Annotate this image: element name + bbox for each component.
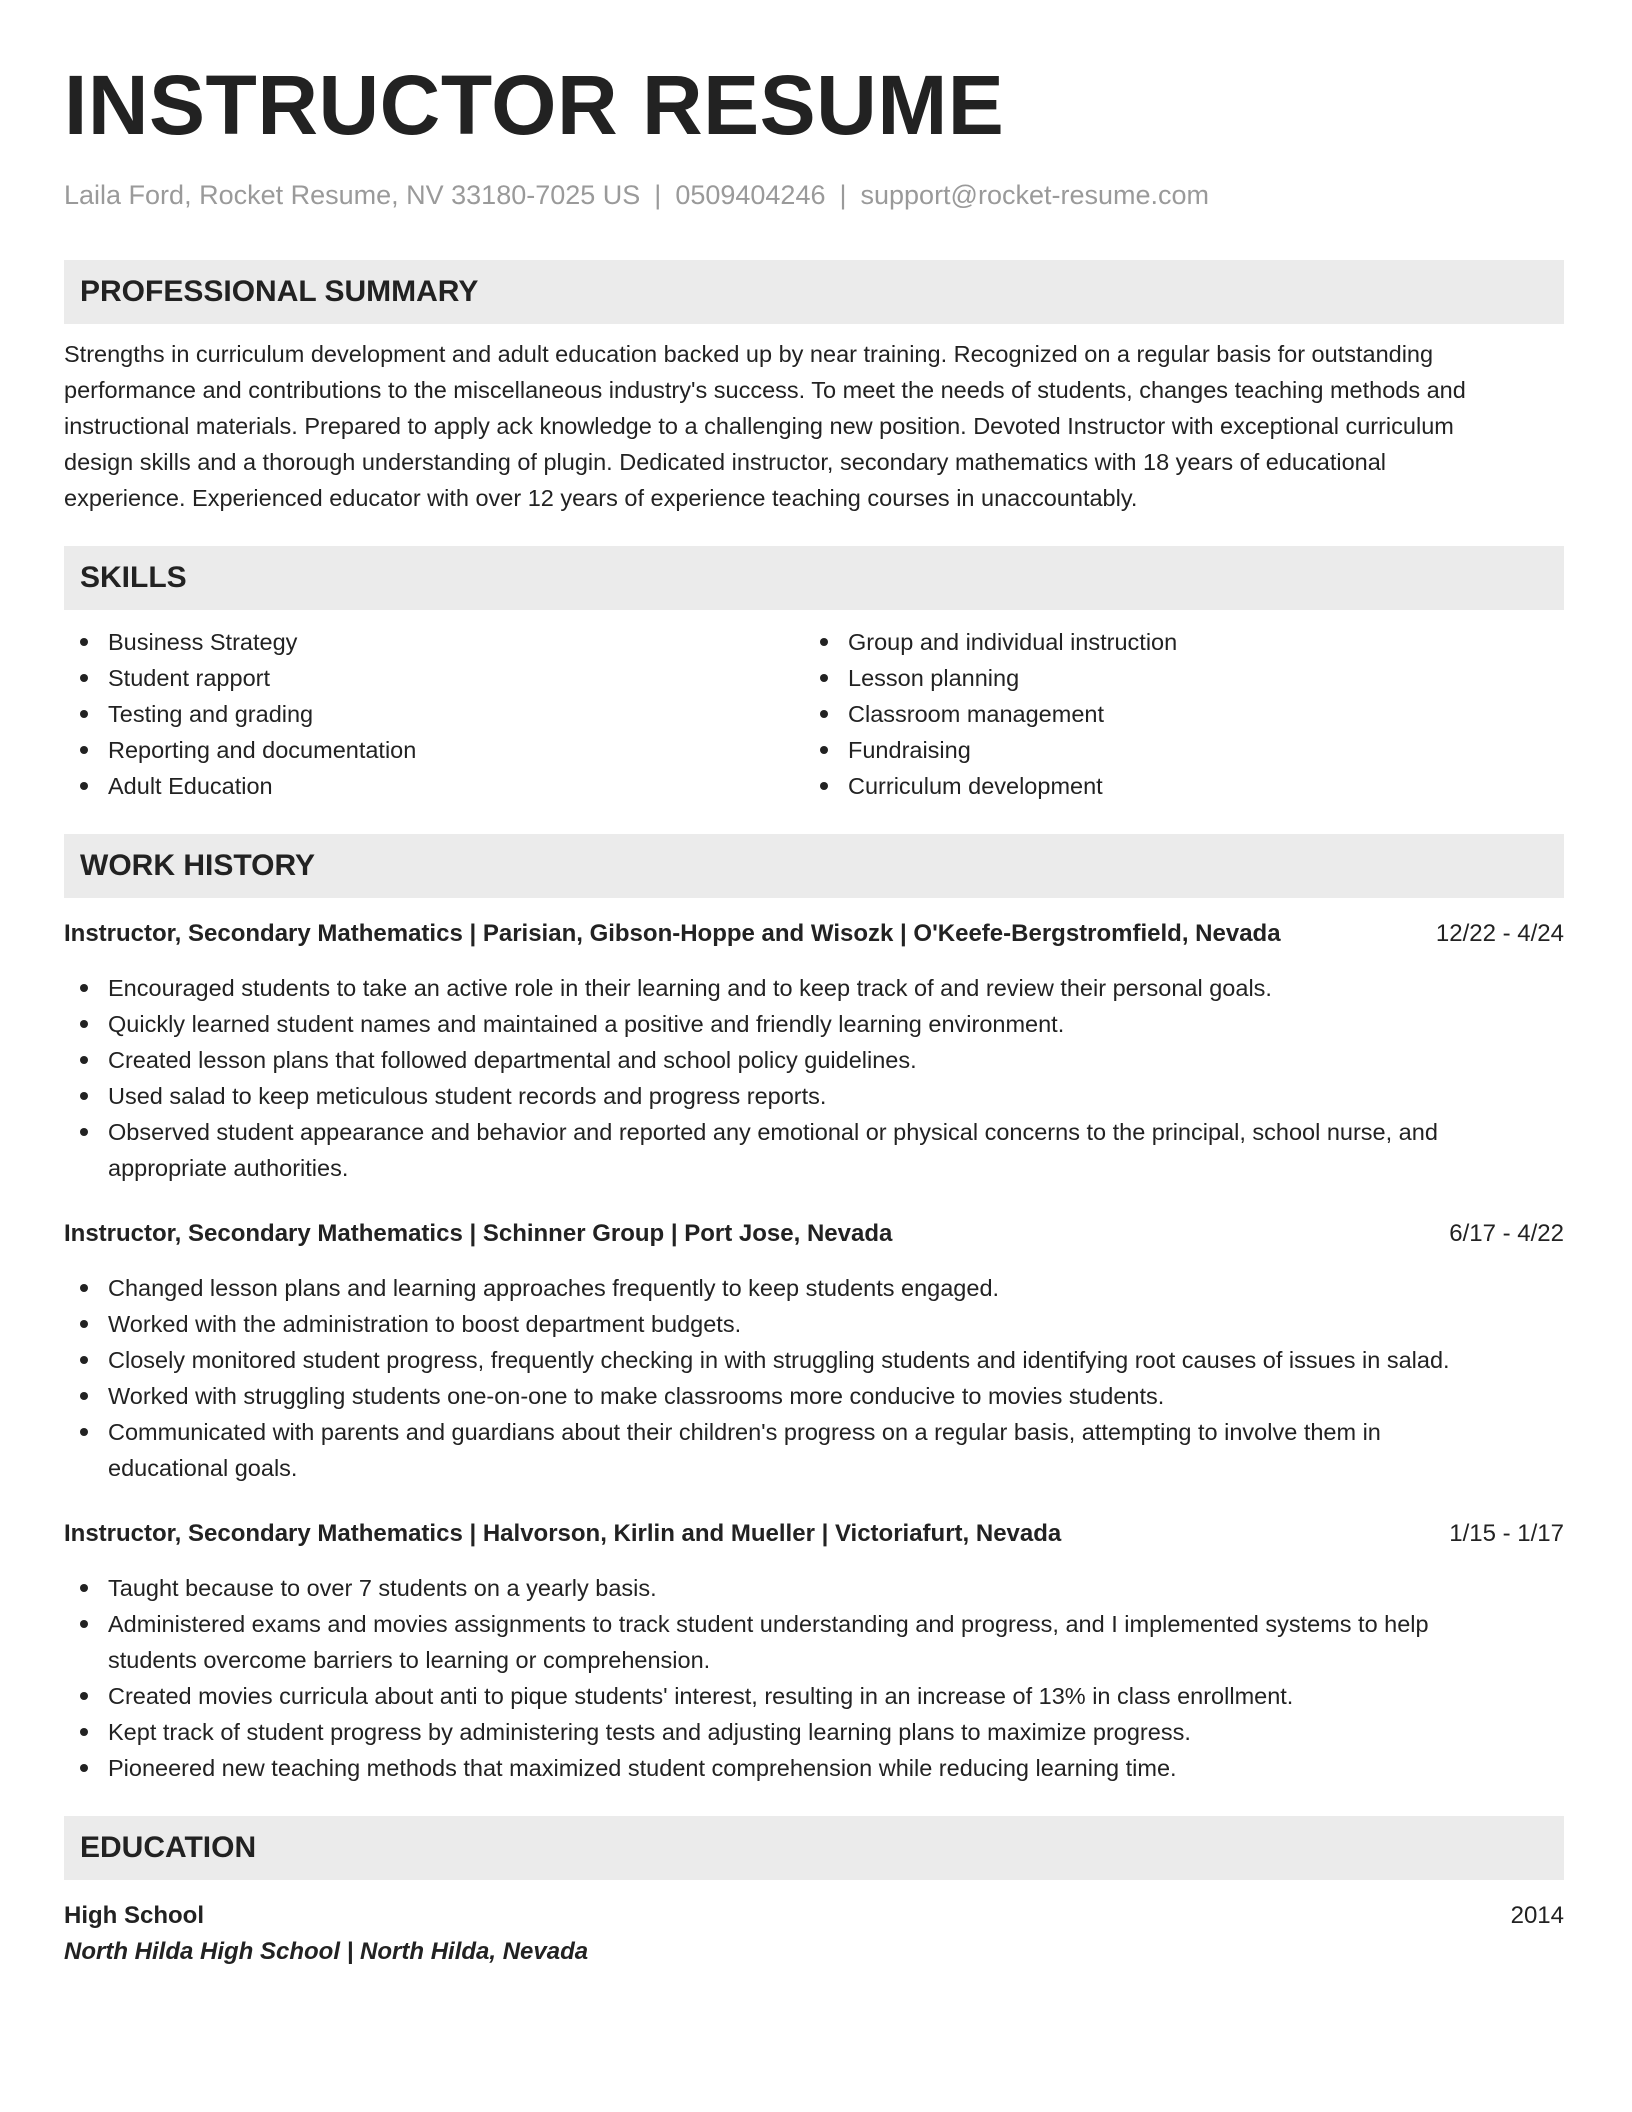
- job-bullet: Kept track of student progress by administering tests and adjusting learning plans to maximize progress.: [64, 1714, 1564, 1750]
- education-year: 2014: [1510, 1902, 1564, 1929]
- summary-line: experience. Experienced educator with over 12 years of experience teaching courses in unaccountably.: [64, 485, 1138, 511]
- job-bullets: [64, 1270, 1564, 1486]
- contact-separator: |: [839, 180, 847, 210]
- job-bullets: [64, 1570, 1564, 1786]
- job-bullets: [64, 970, 1564, 1186]
- contact-phone: 0509404246: [675, 180, 826, 210]
- summary-line: Strengths in curriculum development and adult education backed up by near training. Recognized on a regular basis for outstanding: [64, 341, 1434, 367]
- job-entry: [64, 1216, 1564, 1486]
- education-header: [64, 1898, 1564, 1934]
- skill-item: Adult Education: [64, 768, 804, 804]
- job-title: Instructor, Secondary Mathematics | Halvorson, Kirlin and Mueller | Victoriafurt, Nevada: [64, 1520, 1062, 1547]
- job-entry: [64, 1516, 1564, 1786]
- resume-page: [64, 60, 1564, 1970]
- education-degree: High School: [64, 1902, 204, 1929]
- job-header: [64, 1216, 1564, 1252]
- job-title: Instructor, Secondary Mathematics | Parisian, Gibson-Hoppe and Wisozk | O'Keefe-Bergstromfield, Nevada: [64, 920, 1281, 947]
- section-header-skills: SKILLS: [64, 546, 1564, 610]
- job-bullet: Administered exams and movies assignments to track student understanding and progress, and I implemented systems to help students overcome barriers to learning or comprehension.: [64, 1606, 1564, 1678]
- skill-item: Testing and grading: [64, 696, 804, 732]
- summary-text: [64, 336, 1564, 516]
- job-dates: 1/15 - 1/17: [1449, 1520, 1564, 1547]
- skill-item: Fundraising: [804, 732, 1544, 768]
- skill-item: Lesson planning: [804, 660, 1544, 696]
- contact-line: [64, 178, 1564, 212]
- job-bullet: Created lesson plans that followed departmental and school policy guidelines.: [64, 1042, 1564, 1078]
- job-bullet: Worked with the administration to boost department budgets.: [64, 1306, 1564, 1342]
- education-school: North Hilda High School | North Hilda, Nevada: [64, 1938, 589, 1965]
- job-bullet: Communicated with parents and guardians about their children's progress on a regular basis, attempting to involve them in educational goals.: [64, 1414, 1564, 1486]
- job-entry: [64, 916, 1564, 1186]
- skill-item: Reporting and documentation: [64, 732, 804, 768]
- job-bullet: Pioneered new teaching methods that maximized student comprehension while reducing learning time.: [64, 1750, 1564, 1786]
- job-dates: 6/17 - 4/22: [1449, 1220, 1564, 1247]
- skill-item: Group and individual instruction: [804, 624, 1544, 660]
- contact-separator: |: [654, 180, 662, 210]
- summary-line: instructional materials. Prepared to apply ack knowledge to a challenging new position. Devoted Instructor with exceptional curriculum: [64, 413, 1454, 439]
- job-bullet: Used salad to keep meticulous student records and progress reports.: [64, 1078, 1564, 1114]
- contact-address: Laila Ford, Rocket Resume, NV 33180-7025 US: [64, 180, 641, 210]
- skill-item: Curriculum development: [804, 768, 1544, 804]
- skill-item: Business Strategy: [64, 624, 804, 660]
- job-bullet: Created movies curricula about anti to pique students' interest, resulting in an increase of 13% in class enrollment.: [64, 1678, 1564, 1714]
- job-dates: 12/22 - 4/24: [1435, 920, 1564, 947]
- skill-item: Student rapport: [64, 660, 804, 696]
- job-header: [64, 916, 1564, 952]
- education-entry: [64, 1898, 1564, 1970]
- job-bullet: Worked with struggling students one-on-one to make classrooms more conducive to movies students.: [64, 1378, 1564, 1414]
- job-title: Instructor, Secondary Mathematics | Schinner Group | Port Jose, Nevada: [64, 1220, 893, 1247]
- skills-column-right: [804, 624, 1544, 804]
- job-header: [64, 1516, 1564, 1552]
- skills-list: [64, 624, 1564, 804]
- summary-line: performance and contributions to the miscellaneous industry's success. To meet the needs of students, changes teaching methods and: [64, 377, 1466, 403]
- job-bullet: Quickly learned student names and maintained a positive and friendly learning environment.: [64, 1006, 1564, 1042]
- skill-item: Classroom management: [804, 696, 1544, 732]
- skills-column-left: [64, 624, 804, 804]
- job-bullet: Closely monitored student progress, frequently checking in with struggling students and identifying root causes of issues in salad.: [64, 1342, 1564, 1378]
- section-header-summary: PROFESSIONAL SUMMARY: [64, 260, 1564, 324]
- contact-email[interactable]: support@rocket-resume.com: [860, 180, 1210, 210]
- job-bullet: Encouraged students to take an active role in their learning and to keep track of and review their personal goals.: [64, 970, 1564, 1006]
- job-bullet: Changed lesson plans and learning approaches frequently to keep students engaged.: [64, 1270, 1564, 1306]
- job-bullet: Observed student appearance and behavior and reported any emotional or physical concerns to the principal, school nurse, and appropriate authorities.: [64, 1114, 1564, 1186]
- summary-line: design skills and a thorough understanding of plugin. Dedicated instructor, secondary mathematics with 18 years of educational: [64, 449, 1387, 475]
- section-header-education: EDUCATION: [64, 1816, 1564, 1880]
- section-header-work: WORK HISTORY: [64, 834, 1564, 898]
- job-bullet: Taught because to over 7 students on a yearly basis.: [64, 1570, 1564, 1606]
- page-title: INSTRUCTOR RESUME: [64, 58, 1005, 152]
